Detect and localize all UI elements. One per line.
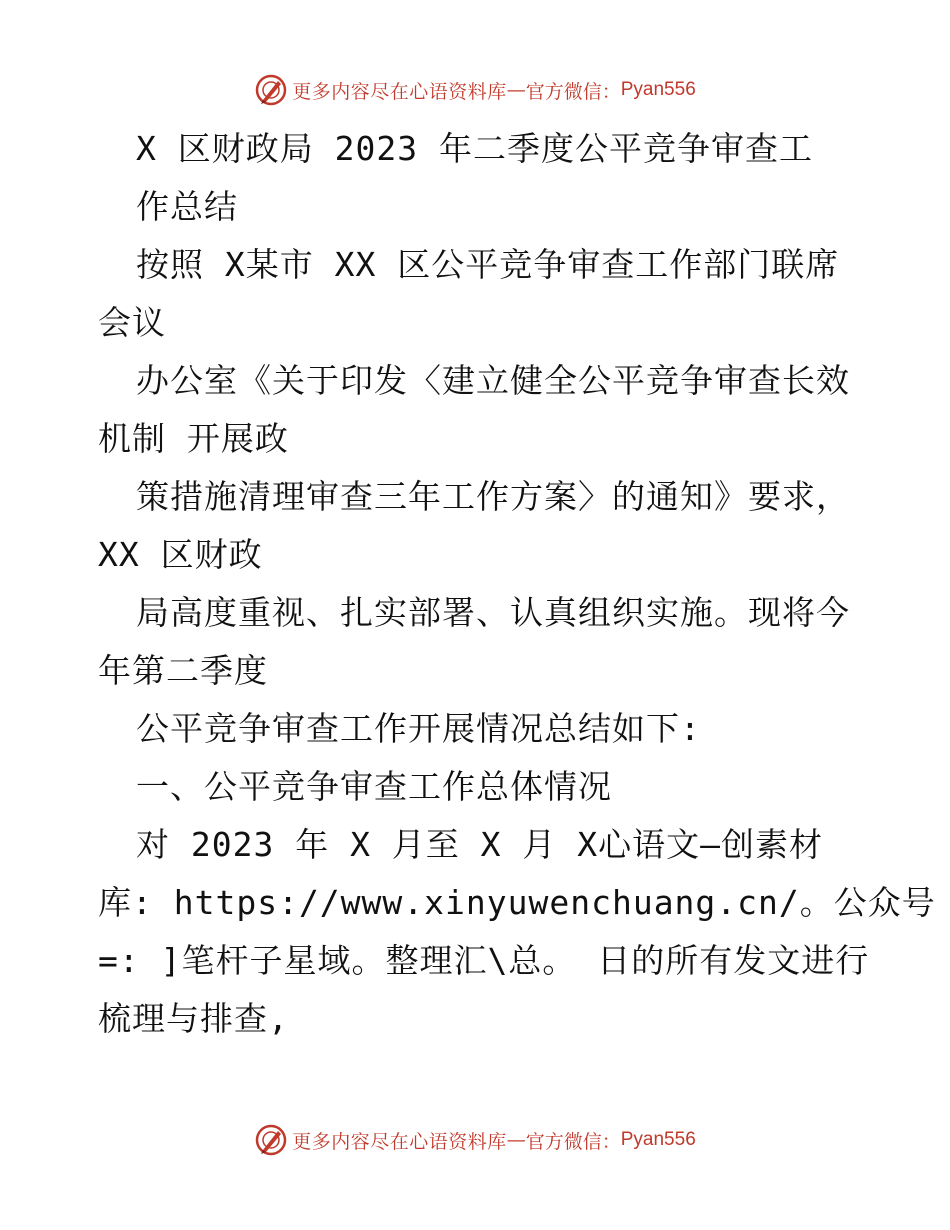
watermark-separator: — [506,1129,526,1151]
document-body [98,120,936,1048]
watermark-text: 更多内容尽在心语资料库 [292,80,507,103]
document-line: 按照 X某市 XX 区公平竞争审查工作部门联席 [136,245,840,284]
document-line: 年第二季度 [98,651,268,690]
document-line: 库: https://www.xinyuwenchuang.cn/。公众号 [98,883,936,922]
header-watermark [0,70,950,110]
document-line: =: ]笔杆子星域。整理汇\总。 日的所有发文进行 [98,941,870,980]
pen-logo-icon [254,1123,288,1157]
watermark-separator: — [506,79,526,101]
document-line: 作总结 [136,187,238,226]
document-line: XX 区财政 [98,535,263,574]
watermark-wechat-label: 官方微信： [525,80,621,103]
document-line: 局高度重视、扎实部署、认真组织实施。现将今 [136,593,850,632]
footer-watermark [0,1120,950,1160]
document-line: 公平竞争审查工作开展情况总结如下: [136,709,701,748]
watermark-wechat-id: Pyan556 [620,1129,696,1150]
watermark-wechat-id: Pyan556 [620,79,696,100]
pen-logo-icon [254,73,288,107]
document-line: 对 2023 年 X 月至 X 月 X心语文—创素材 [136,825,824,864]
document-line: 策措施清理审查三年工作方案〉的通知》要求， [136,477,850,516]
document-line: 梳理与排查, [98,999,289,1038]
watermark-text: 更多内容尽在心语资料库 [292,1130,507,1153]
document-line: 办公室《关于印发〈建立健全公平竞争审查长效 [136,361,850,400]
document-line: 机制 开展政 [98,419,289,458]
document-line: X 区财政局 2023 年二季度公平竞争审查工 [136,129,813,168]
watermark-wechat-label: 官方微信： [525,1130,621,1153]
document-line: 会议 [98,303,166,342]
document-line: 一、公平竞争审查工作总体情况 [136,767,612,806]
